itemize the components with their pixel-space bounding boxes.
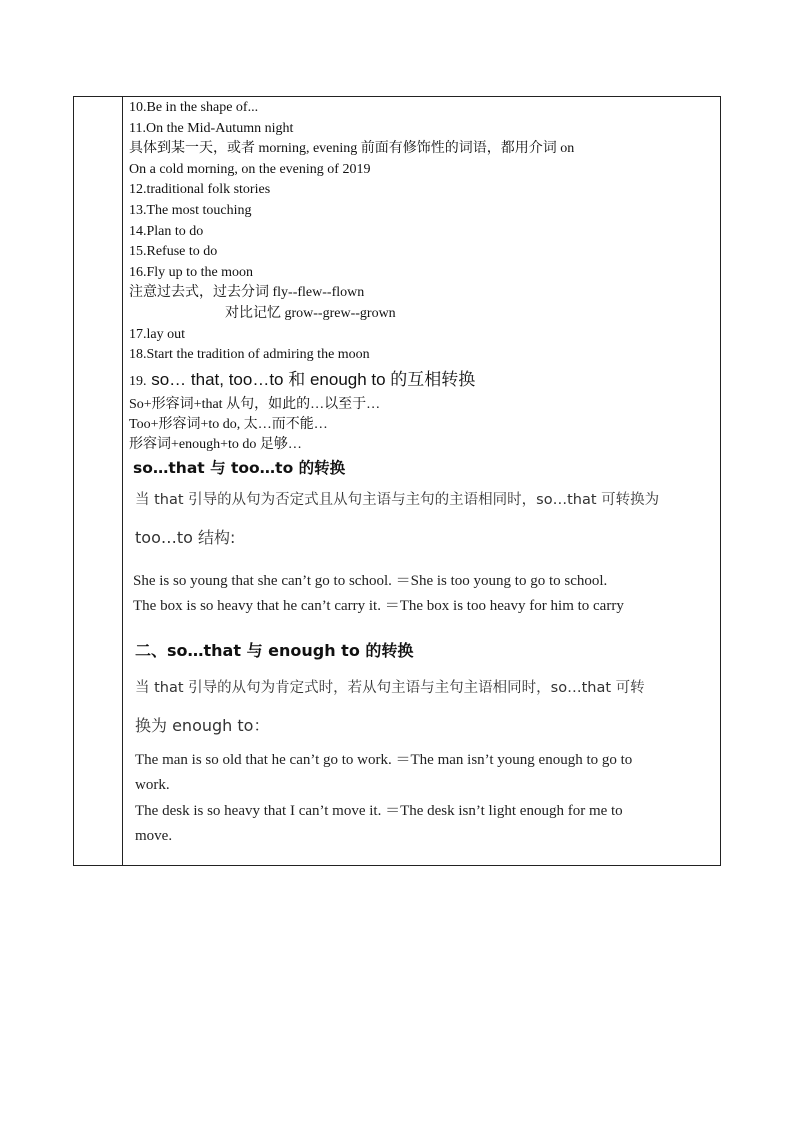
note-line-14: 14.Plan to do: [129, 223, 204, 239]
structure-enough-to: 形容词+enough+to do 足够…: [129, 436, 302, 452]
section1-desc-1: 当 that 引导的从句为否定式且从句主语与主句的主语相同时，so…that 可转换为: [135, 491, 660, 508]
section2-heading: 二、so…that 与 enough to 的转换: [135, 640, 414, 660]
note-line-12: 12.traditional folk stories: [129, 182, 271, 198]
note-line-10: 10.Be in the shape of...: [129, 100, 259, 115]
note-line-15: 15.Refuse to do: [129, 244, 218, 260]
structure-so-that: So+形容词+that 从句，如此的…以至于…: [129, 396, 381, 412]
section1-heading: so…that 与 too…to 的转换: [133, 458, 346, 477]
section2-desc-1: 当 that 引导的从句为肯定式时，若从句主语与主句主语相同时，so…that 可转: [135, 679, 645, 696]
note-line-16: 16.Fly up to the moon: [129, 264, 254, 280]
section2-example-2a: The desk is so heavy that I can’t move it. ＝The desk isn’t light enough for me to: [135, 802, 623, 819]
structure-too-to: Too+形容词+to do, 太…而不能…: [129, 416, 328, 432]
note-line-13: 13.The most touching: [129, 202, 252, 218]
note-line-18: 18.Start the tradition of admiring the moon: [129, 347, 370, 363]
note-line-on-example: On a cold morning, on the evening of 2019: [129, 161, 371, 177]
note-line-on-rule: 具体到某一天，或者 morning, evening 前面有修饰性的词语，都用介词 on: [129, 141, 575, 157]
structure-list: [129, 395, 717, 455]
note-line-compare: 对比记忆 grow--grew--grown: [225, 305, 396, 321]
note-line-11: 11.On the Mid-Autumn night: [129, 120, 294, 136]
note-line-past-tense: 注意过去式，过去分词 fly--flew--flown: [129, 285, 365, 301]
section1-desc-2: too…to 结构:: [135, 527, 236, 547]
column-divider: [122, 96, 123, 866]
note-line-19: [129, 367, 717, 395]
note-line-17: 17.lay out: [129, 326, 185, 342]
item19-number: 19.: [129, 373, 147, 389]
section2-example-1b: work.: [135, 777, 170, 794]
section1-example-2: The box is so heavy that he can’t carry it. ＝The box is too heavy for him to carry: [133, 597, 624, 614]
section2-example-1a: The man is so old that he can’t go to work. ＝The man isn’t young enough to go to: [135, 751, 633, 768]
item19-text: so… that, too…to 和 enough to 的互相转换: [146, 369, 476, 389]
section1-example-1: She is so young that she can’t go to school. ＝She is too young to go to school.: [133, 572, 608, 589]
section2-desc-2: 换为 enough to：: [135, 715, 270, 735]
section2-example-2b: move.: [135, 828, 173, 845]
notes-cell: [129, 98, 717, 850]
